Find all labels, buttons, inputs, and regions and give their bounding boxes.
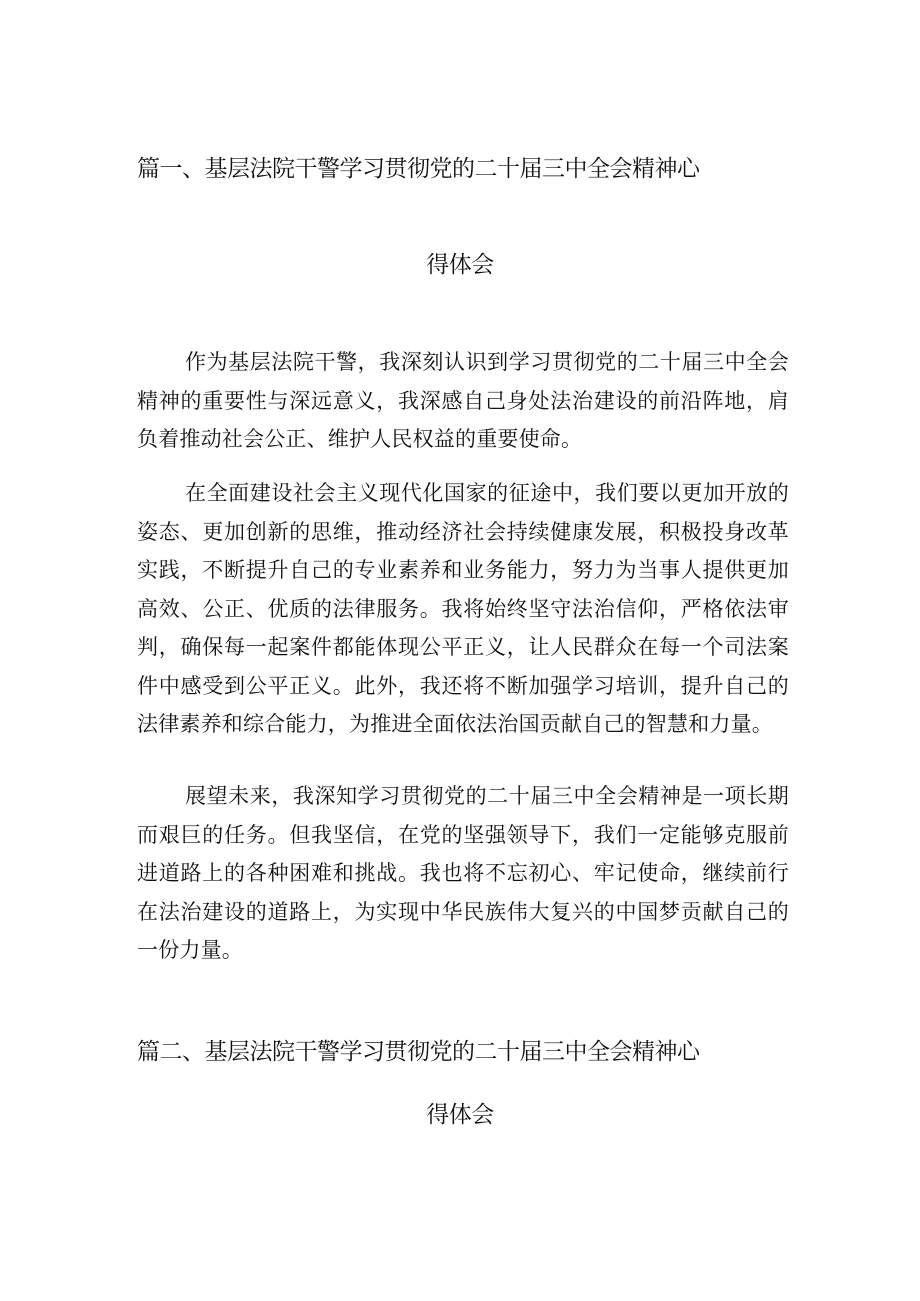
- section1-title-line1: 篇一、基层法院干警学习贯彻党的二十届三中全会精神心: [137, 156, 700, 182]
- section1-title-line2: 得体会: [426, 252, 494, 278]
- section2-title-line1: 篇二、基层法院干警学习贯彻党的二十届三中全会精神心: [137, 1039, 700, 1065]
- section1-paragraph-1: 作为基层法院干警，我深刻认识到学习贯彻党的二十届三中全会精神的重要性与深远意义，我深感自己身处法治建设的前沿阵地，肩负着推动社会公正、维护人民权益的重要使命。: [137, 350, 789, 451]
- section1-paragraph-2: 在全面建设社会主义现代化国家的征途中，我们要以更加开放的姿态、更加创新的思维，推动经济社会持续健康发展，积极投身改革实践，不断提升自己的专业素养和业务能力，努力为当事人提供更加高效、公正、优质的法律服务。我将始终坚守法治信仰，严格依法审判，确保每一起案件都能体现公平正义，让人民群众在每一个司法案件中感受到公平正义。此外，我还将不断加强学习培训，提升自己的法律素养和综合能力，为推进全面依法治国贡献自己的智慧和力量。: [137, 481, 789, 736]
- section1-paragraph-3: 展望未来，我深知学习贯彻党的二十届三中全会精神是一项长期而艰巨的任务。但我坚信，在党的坚强领导下，我们一定能够克服前进道路上的各种困难和挑战。我也将不忘初心、牢记使命，继续前行在法治建设的道路上，为实现中华民族伟大复兴的中国梦贡献自己的一份力量。: [137, 784, 789, 962]
- section2-title-line2: 得体会: [426, 1102, 494, 1128]
